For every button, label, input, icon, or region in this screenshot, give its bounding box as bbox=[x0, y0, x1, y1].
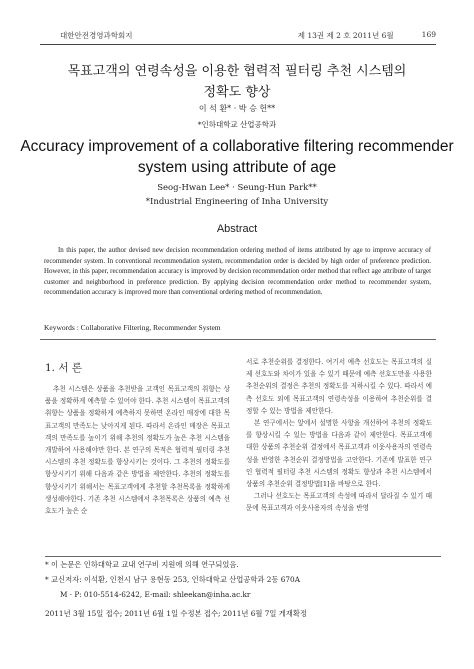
english-title-line-2: system using attribute of age bbox=[137, 159, 337, 176]
footnote-dates: 2011년 3월 15일 접수; 2011년 6월 1일 수정본 접수; 2011년 6월 7일 게재확정 bbox=[45, 609, 307, 618]
korean-title-line-1: 목표고객의 연령속성을 이용한 협력적 필터링 추천 시스템의 bbox=[67, 64, 407, 79]
volume-info: 제 13권 제 2 호 2011년 6월 bbox=[297, 31, 394, 40]
footnote-rule bbox=[45, 556, 441, 557]
korean-affiliation: *인하대학교 산업공학과 bbox=[197, 120, 277, 129]
english-title-line-1: Accuracy improvement of a collaborative filtering recommender bbox=[20, 138, 454, 155]
footnote-funding: * 이 논문은 인하대학교 교내 연구비 지원에 의해 연구되었음. bbox=[45, 560, 239, 569]
footnote-corresponding-author: * 교신저자: 이석환, 인천시 남구 용현동 253, 인하대학교 산업공학과 2동 670A bbox=[45, 575, 300, 584]
section-heading-introduction: 1. 서 론 bbox=[45, 362, 82, 374]
footnote-contact: M · P: 010-5514-6242, E-mail: shleekan@inha.ac.kr bbox=[60, 590, 251, 599]
abstract-heading: Abstract bbox=[216, 223, 258, 235]
korean-title-line-2: 정확도 향상 bbox=[203, 85, 271, 100]
english-authors: Seog-Hwan Lee* · Seung-Hun Park** bbox=[157, 183, 317, 193]
abstract-text: In this paper, the author devised new decision recommendation ordering method of items attributed by age to improve accuracy of recommender system. In conventional recommendation system, recommendation order is decided by high order of preference prediction. However, in this paper, recommendation accuracy is improved by decision recommendation order method that reflect age attribute of target customer and neighborhood in preference prediction. By applying decision recommendation order method to recommender system, recommendation accuracy is improved more than conventional ordering method of recommendation. bbox=[44, 247, 431, 296]
right-column-paragraph-2: 본 연구에서는 앞에서 설명한 사항을 개선하여 추천의 정확도를 향상시킬 수 있는 방법을 다음과 같이 제안한다. 목표고객에 대한 상품의 추천순위 결정에서 목표고객과 이웃사용자의 연령속성을 반영한 추천순위 결정방법을 고안한다. 기존에 발표한 연구인 협력적 필터링 추천 시스템의 정확도 향상과 추천 시스템에서 상품의 추천순위 결정방법[1]을 바탕으로 한다. bbox=[246, 419, 432, 489]
right-column-paragraph-1: 서로 추천순위를 결정한다. 여기서 예측 선호도는 목표고객의 실제 선호도와 차이가 있을 수 있기 때문에 예측 선호도만을 사용한 추천순위의 결정은 추천의 정확도를 저하시킬 수 있다. 따라서 예측 선호도 외에 목표고객의 연령속성을 이용하여 추천순위를 결정할 수 있는 방법을 제안한다. bbox=[246, 358, 432, 415]
abstract-rule bbox=[40, 339, 436, 340]
running-header bbox=[298, 30, 436, 41]
english-affiliation: *Industrial Engineering of Inha University bbox=[145, 197, 329, 207]
page-number: 169 bbox=[421, 30, 436, 39]
left-column bbox=[45, 383, 230, 517]
korean-authors: 이 석 환* · 박 승 헌** bbox=[198, 104, 276, 113]
abstract-body bbox=[44, 246, 431, 299]
right-column bbox=[246, 356, 432, 515]
right-column-paragraph-3: 그러나 선호도는 목표고객의 속성에 따라서 달라질 수 있기 때문에 목표고객과 이웃사용자의 속성을 반영 bbox=[246, 492, 432, 513]
english-title bbox=[0, 136, 474, 178]
korean-title bbox=[0, 61, 474, 103]
keywords: Keywords : Collaborative Filtering, Recommender System bbox=[44, 323, 221, 332]
journal-name: 대한안전경영과학회지 bbox=[60, 31, 133, 40]
left-column-paragraph: 추천 시스템은 상품을 추천받을 고객인 목표고객의 취향는 상품을 정확하게 예측할 수 있어야 한다. 추천 시스템이 목표고객의 취향는 상품을 정확하게 예측하지 못하면 온라인 매장에 대한 목표고객의 만족도는 낮아지게 된다. 따라서 온라인 매장은 목표고객의 만족도를 높이기 위해 추천의 정확도가 높은 추천 시스템을 개발하여 사용해야만 한다. 본 연구의 목적은 협력적 필터링 추천 시스템의 추천 정확도를 향상시키는 것이다. 그 추천의 정확도를 향상시키기 위해 다음과 같은 방법을 제안한다. 추천의 정확도를 향상시키기 위해서는 목표고객에게 추천할 추천목록을 정확하게 생성해야한다. 기존 추천 시스템에서 추천목록은 상품의 예측 선호도가 높은 순 bbox=[45, 385, 230, 516]
header-rule bbox=[40, 44, 436, 45]
